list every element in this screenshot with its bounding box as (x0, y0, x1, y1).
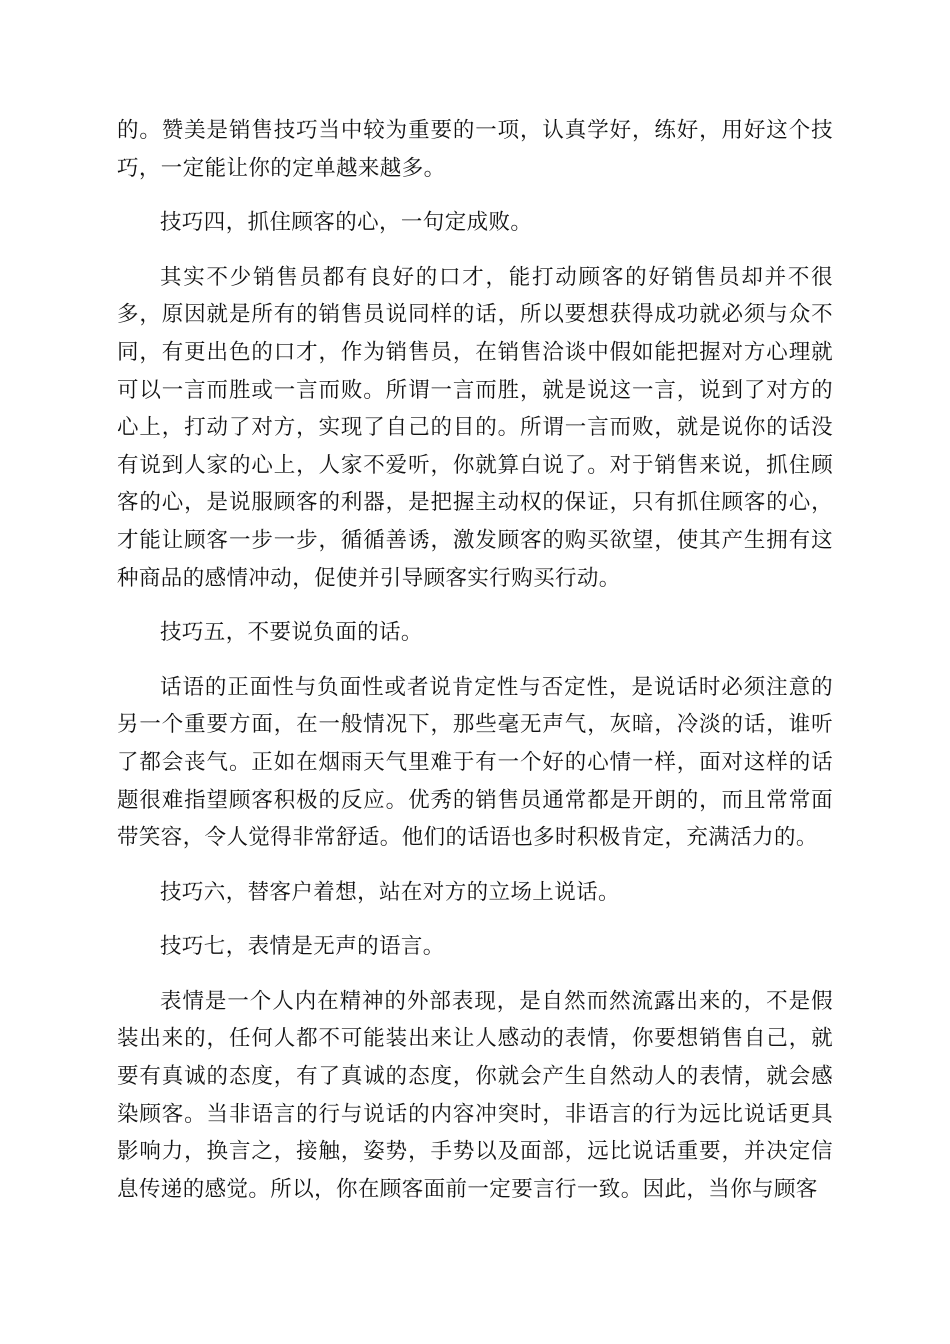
paragraph-tip-seven-body: 表情是一个人内在精神的外部表现，是自然而然流露出来的，不是假装出来的，任何人都不可能装出来让人感动的表情，你要想销售自己，就要有真诚的态度，有了真诚的态度，你就会产生自然动人的表情，就会感染顾客。当非语言的行与说话的内容冲突时，非语言的行为远比说话更具影响力，换言之，接触，姿势，手势以及面部，远比说话重要，并决定信息传递的感觉。所以，你在顾客面前一定要言行一致。因此，当你与顾客 (117, 988, 833, 1202)
heading-tip-seven: 技巧七，表情是无声的语言。 (160, 934, 445, 960)
paragraph-tip-four-body: 其实不少销售员都有良好的口才，能打动顾客的好销售员却并不很多，原因就是所有的销售员说同样的话，所以要想获得成功就必须与众不同，有更出色的口才，作为销售员，在销售洽谈中假如能把握对方心理就可以一言而胜或一言而败。所谓一言而胜，就是说这一言，说到了对方的心上，打动了对方，实现了自己的目的。所谓一言而败，就是说你的话没有说到人家的心上，人家不爱听，你就算白说了。对于销售来说，抓住顾客的心，是说服顾客的利器，是把握主动权的保证，只有抓住顾客的心，才能让顾客一步一步，循循善诱，激发顾客的购买欲望，使其产生拥有这种商品的感情冲动，促使并引导顾客实行购买行动。 (117, 264, 833, 591)
document-body (117, 112, 833, 1225)
heading-tip-six: 技巧六，替客户着想，站在对方的立场上说话。 (160, 879, 620, 905)
heading-tip-four: 技巧四，抓住顾客的心，一句定成败。 (160, 210, 533, 236)
paragraph-continuation: 的。赞美是销售技巧当中较为重要的一项，认真学好，练好，用好这个技巧，一定能让你的定单越来越多。 (117, 118, 833, 181)
paragraph-tip-five-body: 话语的正面性与负面性或者说肯定性与否定性，是说话时必须注意的另一个重要方面，在一般情况下，那些毫无声气，灰暗，冷淡的话，谁听了都会丧气。正如在烟雨天气里难于有一个好的心情一样，面对这样的话题很难指望顾客积极的反应。优秀的销售员通常都是开朗的，而且常常面带笑容，令人觉得非常舒适。他们的话语也多时积极肯定，充满活力的。 (117, 674, 833, 851)
heading-tip-five: 技巧五，不要说负面的话。 (160, 620, 423, 646)
